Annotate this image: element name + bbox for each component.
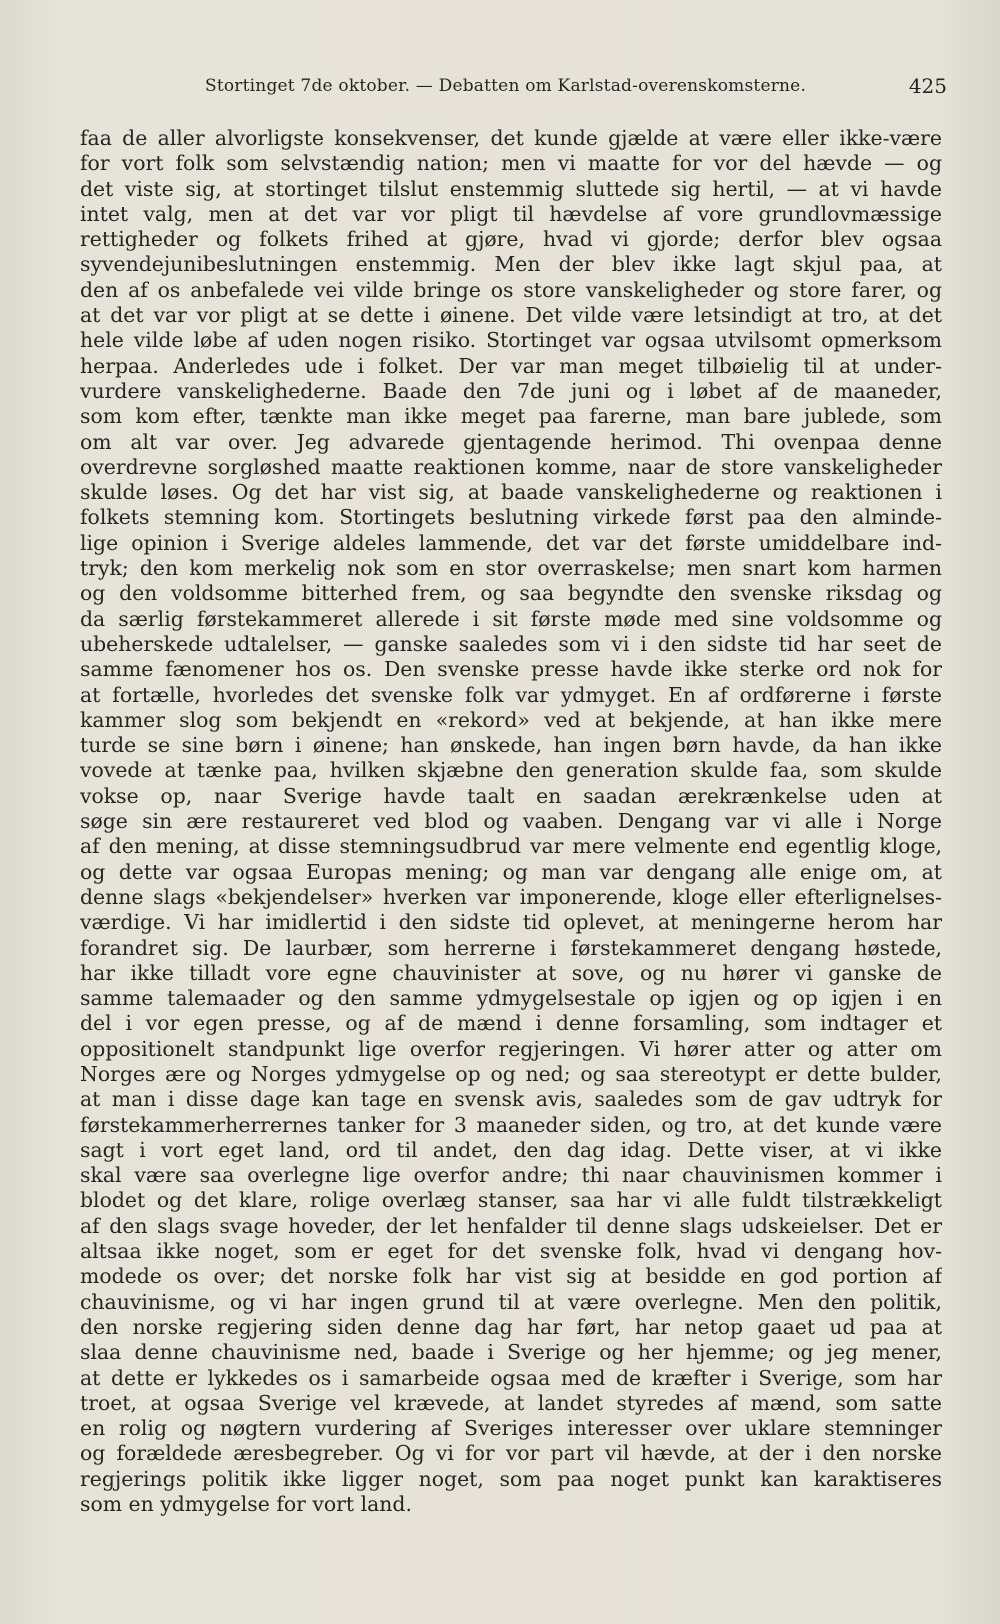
text-line: slaa denne chauvinisme ned, baade i Sverige og her hjemme; og jeg mener, xyxy=(80,1340,942,1365)
text-line: som en ydmygelse for vort land. xyxy=(80,1492,412,1517)
text-line: for vort folk som selvstændig nation; men vi maatte for vor del hævde — og xyxy=(80,151,942,176)
text-line: vurdere vanskelighederne. Baade den 7de juni og i løbet af de maaneder, xyxy=(80,378,942,403)
text-line: modede os over; det norske folk har vist sig at besidde en god portion af xyxy=(80,1264,942,1289)
text-line: troet, at ogsaa Sverige vel krævede, at landet styredes af mænd, som satte xyxy=(80,1390,942,1415)
text-line: syvendejunibeslutningen enstemmig. Men der blev ikke lagt skjul paa, at xyxy=(80,252,942,277)
running-head: Stortinget 7de oktober. — Debatten om Karlstad-overenskomsterne. xyxy=(205,76,807,96)
body-text xyxy=(80,126,942,1576)
text-line: det viste sig, at stortinget tilslut enstemmig sluttede sig hertil, — at vi havde xyxy=(80,176,942,201)
text-line: om alt var over. Jeg advarede gjentagende herimod. Thi ovenpaa denne xyxy=(80,429,942,454)
page-number: 425 xyxy=(908,74,947,98)
text-line: ubeherskede udtalelser, — ganske saaledes som vi i den sidste tid har seet de xyxy=(80,631,942,656)
text-line: turde se sine børn i øinene; han ønskede, han ingen børn havde, da han ikke xyxy=(80,733,942,758)
text-line: da særlig førstekammeret allerede i sit første møde med sine voldsomme og xyxy=(80,606,942,631)
text-line: samme fænomener hos os. Den svenske presse havde ikke sterke ord nok for xyxy=(80,657,942,682)
text-line: forandret sig. De laurbær, som herrerne i førstekammeret dengang høstede, xyxy=(80,935,942,960)
text-line: blodet og det klare, rolige overlæg stanser, saa har vi alle fuldt tilstrækkeligt xyxy=(80,1188,942,1213)
text-line: hele vilde løbe af uden nogen risiko. Stortinget var ogsaa utvilsomt opmerksom xyxy=(80,328,942,353)
text-line: del i vor egen presse, og af de mænd i denne forsamling, som indtager et xyxy=(80,1011,942,1036)
text-line: lige opinion i Sverige aldeles lammende, det var det første umiddelbare ind- xyxy=(80,530,942,555)
text-line: kammer slog som bekjendt en «rekord» ved at bekjende, at han ikke mere xyxy=(80,707,942,732)
text-line: søge sin ære restaureret ved blod og vaaben. Dengang var vi alle i Norge xyxy=(80,809,942,834)
text-line: som kom efter, tænkte man ikke meget paa farerne, man bare jublede, som xyxy=(80,404,942,429)
text-line: faa de aller alvorligste konsekvenser, det kunde gjælde at være eller ikke-være xyxy=(80,126,942,150)
text-line: skal være saa overlegne lige overfor andre; thi naar chauvinismen kommer i xyxy=(80,1163,942,1188)
text-line: vokse op, naar Sverige havde taalt en saadan ærekrænkelse uden at xyxy=(80,783,942,808)
text-line: chauvinisme, og vi har ingen grund til at være overlegne. Men den politik, xyxy=(80,1289,942,1314)
text-line: at fortælle, hvorledes det svenske folk var ydmyget. En af ordførerne i første xyxy=(80,682,942,707)
text-line: den norske regjering siden denne dag har ført, har netop gaaet ud paa at xyxy=(80,1314,942,1339)
text-line: den af os anbefalede vei vilde bringe os store vanskeligheder og store farer, og xyxy=(80,277,942,302)
text-line: folkets stemning kom. Stortingets beslutning virkede først paa den alminde- xyxy=(80,505,942,530)
text-line: altsaa ikke noget, som er eget for det svenske folk, hvad vi dengang hov- xyxy=(80,1239,942,1264)
text-line: at det var vor pligt at se dette i øinene. Det vilde være letsindigt at tro, at det xyxy=(80,303,942,328)
text-line: at man i disse dage kan tage en svensk avis, saaledes som de gav udtryk for xyxy=(80,1087,942,1112)
text-line: har ikke tilladt vore egne chauvinister at sove, og nu hører vi ganske de xyxy=(80,960,942,985)
text-line: oppositionelt standpunkt lige overfor regjeringen. Vi hører atter og atter om xyxy=(80,1036,942,1061)
text-line: af den slags svage hoveder, der let henfalder til denne slags udskeielser. Det er xyxy=(80,1213,942,1238)
text-line: sagt i vort eget land, ord til andet, den dag idag. Dette viser, at vi ikke xyxy=(80,1137,942,1162)
text-line: skulde løses. Og det har vist sig, at baade vanskelighederne og reaktionen i xyxy=(80,480,942,505)
text-line: og forældede æresbegreber. Og vi for vor part vil hævde, at der i den norske xyxy=(80,1441,942,1466)
text-line: rettigheder og folkets frihed at gjøre, hvad vi gjorde; derfor blev ogsaa xyxy=(80,227,942,252)
text-line: førstekammerherrernes tanker for 3 maaneder siden, og tro, at det kunde være xyxy=(80,1112,942,1137)
text-line: samme talemaader og den samme ydmygelsestale op igjen og op igjen i en xyxy=(80,986,942,1011)
text-line: Norges ære og Norges ydmygelse op og ned; og saa stereotypt er dette bulder, xyxy=(80,1061,942,1086)
text-line: overdrevne sorgløshed maatte reaktionen komme, naar de store vanskeligheder xyxy=(80,454,942,479)
text-line: at dette er lykkedes os i samarbeide ogsaa med de kræfter i Sverige, som har xyxy=(80,1365,942,1390)
text-line: og den voldsomme bitterhed frem, og saa begyndte den svenske riksdag og xyxy=(80,581,942,606)
text-line: denne slags «bekjendelser» hverken var imponerende, kloge eller efterlignelses- xyxy=(80,884,942,909)
text-line: regjerings politik ikke ligger noget, som paa noget punkt kan karaktiseres xyxy=(80,1466,942,1491)
text-line: værdige. Vi har imidlertid i den sidste tid oplevet, at meningerne herom har xyxy=(80,910,942,935)
text-line: intet valg, men at det var vor pligt til hævdelse af vore grundlovmæssige xyxy=(80,201,942,226)
text-line: af den mening, at disse stemningsudbrud var mere velmente end egentlig kloge, xyxy=(80,834,942,859)
text-line: tryk; den kom merkelig nok som en stor overraskelse; men snart kom harmen xyxy=(80,556,942,581)
text-line: vovede at tænke paa, hvilken skjæbne den generation skulde faa, som skulde xyxy=(80,758,942,783)
page-header xyxy=(205,68,947,108)
text-line: en rolig og nøgtern vurdering af Sveriges interesser over uklare stemninger xyxy=(80,1416,942,1441)
text-line: herpaa. Anderledes ude i folket. Der var man meget tilbøielig til at under- xyxy=(80,353,942,378)
text-line: og dette var ogsaa Europas mening; og man var dengang alle enige om, at xyxy=(80,859,942,884)
